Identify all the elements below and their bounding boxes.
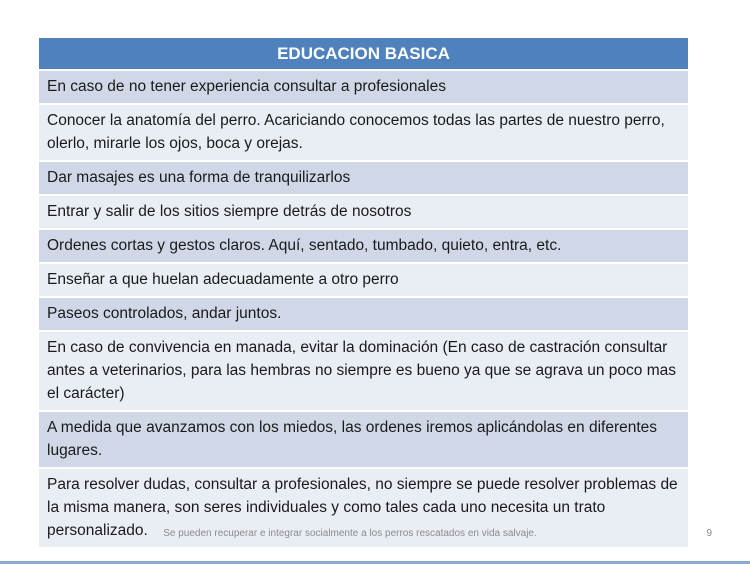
table-row xyxy=(39,411,688,468)
row-text: A medida que avanzamos con los miedos, las ordenes iremos aplicándolas en diferentes lugares. xyxy=(39,411,688,468)
row-text: En caso de convivencia en manada, evitar la dominación (En caso de castración consultar antes a veterinarios, para las hembras no siempre es bueno ya que se agrava un poco mas el carácter) xyxy=(39,331,688,411)
row-text: Conocer la anatomía del perro. Acariciando conocemos todas las partes de nuestro perro, olerlo, mirarle los ojos, boca y orejas. xyxy=(39,104,688,161)
table-row xyxy=(39,195,688,229)
table-row xyxy=(39,263,688,297)
row-text: Paseos controlados, andar juntos. xyxy=(39,297,688,331)
table-row xyxy=(39,297,688,331)
row-text: Para resolver dudas, consultar a profesionales, no siempre se puede resolver problemas de la misma manera, son seres individuales y como tales cada uno necesita un trato personalizado. xyxy=(39,468,688,548)
education-table xyxy=(39,38,688,549)
table-row xyxy=(39,70,688,104)
table-row xyxy=(39,161,688,195)
table-header: EDUCACION BASICA xyxy=(39,38,688,70)
row-text: Dar masajes es una forma de tranquilizarlos xyxy=(39,161,688,195)
page-number: 9 xyxy=(706,528,712,539)
row-text: En caso de no tener experiencia consultar a profesionales xyxy=(39,70,688,104)
row-text: Enseñar a que huelan adecuadamente a otro perro xyxy=(39,263,688,297)
slide-footer: Se pueden recuperar e integrar socialmente a los perros rescatados en vida salvaje. xyxy=(163,528,537,539)
table-row xyxy=(39,104,688,161)
table-row xyxy=(39,229,688,263)
row-text: Entrar y salir de los sitios siempre detrás de nosotros xyxy=(39,195,688,229)
table-row xyxy=(39,331,688,411)
row-text: Ordenes cortas y gestos claros. Aquí, sentado, tumbado, quieto, entra, etc. xyxy=(39,229,688,263)
